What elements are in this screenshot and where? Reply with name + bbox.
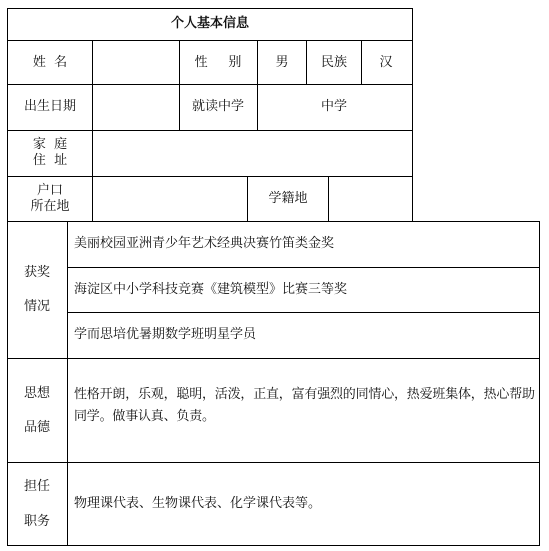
award-item: 美丽校园亚洲青少年艺术经典决赛竹笛类金奖 <box>74 236 335 251</box>
table-border-top <box>7 8 412 9</box>
address-label-line2: 住 址 <box>32 153 68 168</box>
school-value: 中学 <box>320 99 348 114</box>
row-divider <box>7 130 412 131</box>
ethnicity-value: 汉 <box>379 55 393 70</box>
table-border-left <box>7 8 8 546</box>
row-divider <box>7 176 412 177</box>
hukou-label-line2: 所在地 <box>30 199 70 214</box>
award-divider <box>67 312 540 313</box>
col-divider <box>328 176 329 222</box>
character-label-line1: 思想 <box>23 386 51 401</box>
awards-label-line1: 获奖 <box>23 265 51 280</box>
col-divider <box>247 176 248 222</box>
duties-label-line2: 职务 <box>23 514 51 529</box>
ethnicity-label: 民族 <box>320 55 348 70</box>
school-label: 就读中学 <box>191 99 245 114</box>
duties-text: 物理课代表、生物课代表、化学课代表等。 <box>74 496 322 511</box>
col-divider <box>179 40 180 131</box>
col-divider <box>257 40 258 131</box>
address-label-line1: 家 庭 <box>32 137 68 152</box>
row-divider <box>7 462 540 463</box>
table-border-right-lower <box>539 221 540 546</box>
gender-value: 男 <box>275 55 289 70</box>
row-divider <box>7 40 412 41</box>
col-divider <box>361 40 362 85</box>
hukou-label-line1: 户口 <box>36 183 64 198</box>
character-text: 性格开朗，乐观，聪明，活泼，正直，富有强烈的同情心，热爱班集体，热心帮助同学。做事认真、负责。 <box>74 387 535 424</box>
award-divider <box>67 267 540 268</box>
award-item: 海淀区中小学科技竞赛《建筑模型》比赛三等奖 <box>74 282 348 297</box>
table-border-bottom <box>7 545 540 546</box>
awards-label-line2: 情况 <box>23 299 51 314</box>
table-border-right-upper <box>412 8 413 222</box>
registry-label: 学籍地 <box>268 191 308 206</box>
character-label-line2: 品德 <box>23 420 51 435</box>
gender-label: 性 别 <box>194 55 242 70</box>
row-divider <box>7 221 540 222</box>
birth-date-label: 出生日期 <box>23 99 77 114</box>
col-divider <box>92 40 93 222</box>
row-divider <box>7 358 540 359</box>
name-label: 姓 名 <box>32 55 68 70</box>
label-col-divider <box>67 221 68 546</box>
col-divider <box>306 40 307 85</box>
award-item: 学而思培优暑期数学班明星学员 <box>74 327 257 342</box>
form-title: 个人基本信息 <box>170 16 250 31</box>
duties-label-line1: 担任 <box>23 479 51 494</box>
row-divider <box>7 84 412 85</box>
